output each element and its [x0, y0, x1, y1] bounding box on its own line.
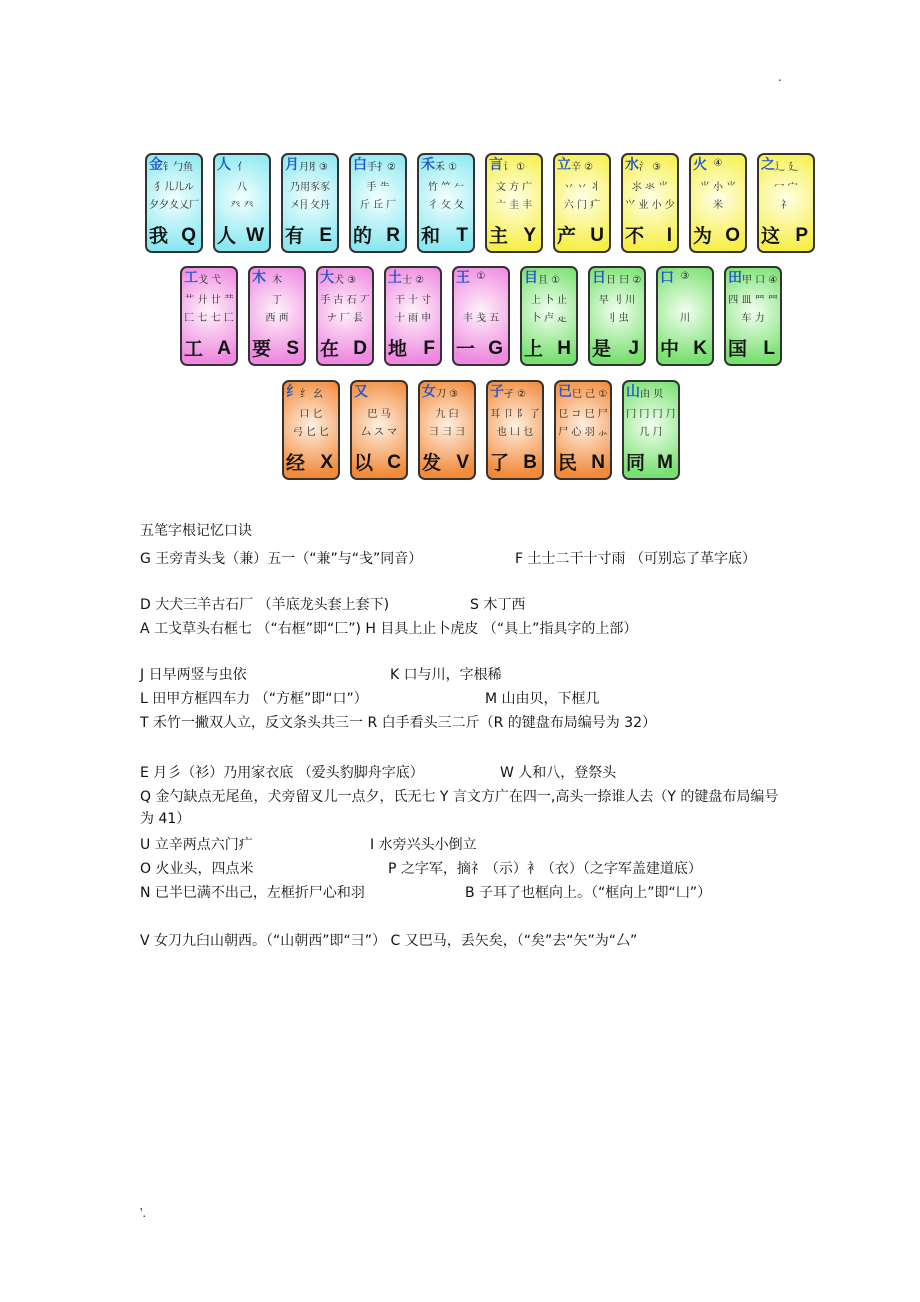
key-letter: I [666, 225, 672, 246]
key-w [213, 153, 271, 253]
key-high-frequency-word: 了 [490, 452, 510, 474]
mnemonic-left: D 大犬三羊古石厂 （羊底龙头套上套下) [140, 597, 390, 613]
key-main-root: 水 [625, 157, 639, 173]
key-root-row-1: 手扌② [367, 162, 396, 173]
key-root-row-2: ⺌ 小 ⺌ [699, 182, 737, 193]
key-root-row-1: 戈 弋 [198, 275, 222, 286]
key-main-root: 土 [388, 270, 402, 286]
key-root-row-3: 几 ⺆ [639, 427, 663, 438]
mnemonic-left: J 日早两竖与虫依 [140, 667, 247, 683]
key-letter: B [523, 452, 537, 473]
key-l [724, 266, 782, 366]
key-letter: E [319, 225, 332, 246]
key-root-row-3: 癶 癶 [230, 200, 254, 211]
key-d [316, 266, 374, 366]
key-letter: D [353, 338, 367, 359]
key-high-frequency-word: 在 [320, 338, 340, 360]
mnemonic-line: A 工戈草头右框七 （“右框”即“匚”) H 目具上止卜虎皮 （“具上”指具字的上部） [140, 621, 638, 637]
key-high-frequency-word: 有 [285, 225, 305, 247]
key-letter: C [387, 452, 401, 473]
key-main-root: 禾 [421, 157, 435, 173]
key-root-row-2: 手 ⺧ [366, 182, 390, 193]
key-root-row-2: 干 十 寸 [394, 295, 432, 306]
key-high-frequency-word: 是 [592, 338, 612, 360]
key-root-row-2: 㔾 コ 巳 尸 [558, 409, 608, 420]
key-main-root: 子 [490, 384, 504, 400]
key-root-row-1: 木 [272, 275, 282, 286]
key-high-frequency-word: 主 [489, 225, 509, 247]
mnemonic-right: K 口与川，字根稀 [390, 667, 502, 683]
key-letter: W [246, 225, 264, 246]
key-root-row-1: 犬 ③ [334, 275, 357, 286]
mnemonic-line [140, 882, 790, 904]
key-root-row-3: 尸 心 羽 ⺗ [558, 427, 608, 438]
key-root-row-3: 丰 戋 五 [462, 313, 500, 324]
key-high-frequency-word: 不 [625, 225, 645, 247]
key-letter: K [693, 338, 707, 359]
key-y [485, 153, 543, 253]
key-main-root: 金 [149, 157, 163, 173]
key-high-frequency-word: 和 [421, 225, 441, 247]
mnemonic-left: E 月彡（衫）乃用家衣底 （爱头豹脚舟字底） [140, 765, 424, 781]
key-root-row-3: 厶 ス マ [360, 427, 398, 438]
mnemonic-left: L 田甲方框四车力 （“方框”即“口”） [140, 691, 368, 707]
key-root-row-2: 巴 马 [367, 409, 391, 420]
key-high-frequency-word: 国 [728, 338, 748, 360]
key-s [248, 266, 306, 366]
key-root-row-1: 辛 ② [571, 162, 594, 173]
key-v [418, 380, 476, 480]
key-root-row-1: 亻 [237, 162, 247, 173]
key-main-root: 人 [217, 157, 231, 173]
key-high-frequency-word: 这 [761, 225, 781, 247]
mnemonic-line [140, 664, 790, 686]
key-high-frequency-word: 一 [456, 338, 476, 360]
key-root-row-3: ナ 厂 镸 [326, 313, 364, 324]
mnemonic-line [140, 548, 790, 570]
mnemonic-right: M 山由贝，下框几 [485, 691, 600, 707]
key-high-frequency-word: 民 [558, 452, 578, 474]
key-main-root: 田 [728, 270, 742, 286]
key-letter: F [423, 338, 435, 359]
key-root-row-3: ⺍ 业 小 少 [625, 200, 675, 211]
key-u [553, 153, 611, 253]
key-root-row-2: 手 古 石 丆 [320, 295, 370, 306]
corner-mark-bottom: '. [140, 1206, 147, 1221]
mnemonic-right: B 子耳了也框向上。（“框向上”即“凵”） [465, 885, 712, 901]
key-root-row-2: 早 刂 川 [598, 295, 636, 306]
key-main-root: 工 [184, 270, 198, 286]
key-root-row-2: 犭儿儿ル [154, 182, 194, 193]
key-root-row-3: 米 [713, 200, 723, 211]
key-root-row-1: 孑 ② [504, 389, 527, 400]
key-main-root: 又 [354, 384, 368, 400]
key-letter: G [488, 338, 503, 359]
key-main-root: 之 [761, 157, 775, 173]
key-root-row-2: 耳 卩 阝 了 [490, 409, 540, 420]
key-high-frequency-word: 我 [149, 225, 169, 247]
key-main-root: 口 [660, 270, 674, 286]
mnemonic-right: P 之字军，摘礻（示）衤（衣）（之字军盖建道底） [388, 861, 702, 877]
key-root-row-3: 弓 匕 匕 [292, 427, 330, 438]
key-letter: P [795, 225, 808, 246]
key-f [384, 266, 442, 366]
key-high-frequency-word: 人 [217, 225, 237, 247]
key-main-root: 王 [456, 270, 470, 286]
key-root-row-1: 钅勹鱼 [163, 162, 193, 173]
key-letter: V [456, 452, 469, 473]
key-root-row-2: 八 [237, 182, 247, 193]
key-p [757, 153, 815, 253]
key-main-root: 立 [557, 157, 571, 173]
key-root-row-2: 艹 廾 廿 龷 [184, 295, 234, 306]
key-main-root: 女 [422, 384, 436, 400]
key-letter: S [286, 338, 299, 359]
mnemonic-line [140, 858, 790, 880]
key-k [656, 266, 714, 366]
key-n [554, 380, 612, 480]
key-o [689, 153, 747, 253]
key-high-frequency-word: 同 [626, 452, 646, 474]
key-root-row-3: 㐅⺝⺙丹 [290, 200, 330, 211]
mnemonic-left: N 已半巳满不出己，左框折尸心和羽 [140, 885, 365, 901]
key-root-row-1: 巳 己 ① [572, 389, 608, 400]
key-high-frequency-word: 产 [557, 225, 577, 247]
key-root-row-2: 丁 [272, 295, 282, 306]
key-main-root: 白 [353, 157, 367, 173]
mnemonic-line [140, 834, 790, 856]
mnemonic-left: O 火业头，四点米 [140, 861, 254, 877]
key-q [145, 153, 203, 253]
key-root-row-1: ③ [680, 271, 690, 282]
key-root-row-2: 丷 丷 丬 [563, 182, 601, 193]
key-root-row-1: 氵 ③ [639, 162, 662, 173]
key-main-root: 纟 [286, 384, 300, 400]
key-high-frequency-word: 地 [388, 338, 408, 360]
key-root-row-3: 亠 圭 丰 [495, 200, 533, 211]
key-main-root: 月 [285, 157, 299, 173]
key-letter: X [320, 452, 333, 473]
key-root-row-3: 彐 彐 彐 [428, 427, 466, 438]
key-root-row-2: 九 臼 [435, 409, 459, 420]
key-main-root: 已 [558, 384, 572, 400]
key-root-row-2: ⺢ 氺 ⺌ [631, 182, 669, 193]
key-high-frequency-word: 要 [252, 338, 272, 360]
key-root-row-1: 纟 幺 [300, 389, 324, 400]
key-high-frequency-word: 经 [286, 452, 306, 474]
key-root-row-1: ④ [713, 158, 723, 169]
key-root-row-1: 辶 廴 [775, 162, 799, 173]
key-high-frequency-word: 的 [353, 225, 373, 247]
mnemonic-line [140, 594, 790, 616]
key-x [282, 380, 340, 480]
key-root-row-2: 竹 ⺮ 𠂉 [427, 182, 465, 193]
key-root-row-3: 川 [680, 313, 690, 324]
key-main-root: 日 [592, 270, 606, 286]
key-a [180, 266, 238, 366]
key-root-row-1: ① [476, 271, 486, 282]
key-root-row-1: 且 ① [538, 275, 561, 286]
key-e [281, 153, 339, 253]
key-letter: Q [181, 225, 196, 246]
key-root-row-1: 刀 ③ [436, 389, 459, 400]
key-root-row-3: 礻 [781, 200, 791, 211]
key-root-row-1: 由 贝 [640, 389, 664, 400]
key-letter: O [725, 225, 740, 246]
mnemonic-line: T 禾竹一撇双人立，反文条头共三一 R 白手看头三二斤（R 的键盘布局编号为 32） [140, 715, 657, 731]
key-letter: J [628, 338, 639, 359]
key-root-row-3: 也 凵 乜 [496, 427, 534, 438]
key-root-row-2: 口 匕 [299, 409, 323, 420]
key-c [350, 380, 408, 480]
key-root-row-2: 文 方 广 [495, 182, 533, 193]
key-root-row-2: 冖 宀 [774, 182, 798, 193]
key-root-row-2: 乃用豕豕 [290, 182, 330, 193]
mnemonic-right: I 水旁兴头小倒立 [370, 837, 477, 853]
mnemonic-left: G 王旁青头戋（兼）五一（“兼”与“戋”同音） [140, 551, 423, 567]
key-high-frequency-word: 上 [524, 338, 544, 360]
key-root-row-3: 夕夕夊乂厂 [149, 200, 199, 211]
key-h [520, 266, 578, 366]
key-b [486, 380, 544, 480]
key-letter: H [557, 338, 571, 359]
key-main-root: 言 [489, 157, 503, 173]
key-root-row-3: 刂 虫 [605, 313, 629, 324]
key-root-row-2: 四 皿 罒 罒 [728, 295, 778, 306]
key-letter: A [217, 338, 231, 359]
mnemonic-right: S 木丁西 [470, 597, 526, 613]
key-root-row-2: 冂 冂 冂 ⺆ [626, 409, 676, 420]
key-high-frequency-word: 工 [184, 338, 204, 360]
mnemonic-title: 五笔字根记忆口诀 [140, 523, 252, 539]
key-root-row-3: 斤 丘 厂 [359, 200, 397, 211]
key-root-row-1: 月⺼③ [299, 162, 328, 173]
key-root-row-3: 西 襾 [265, 313, 289, 324]
key-t [417, 153, 475, 253]
key-r [349, 153, 407, 253]
key-root-row-1: 士 ② [402, 275, 425, 286]
wubi-keyboard-layout [0, 0, 920, 500]
key-letter: R [386, 225, 400, 246]
key-main-root: 木 [252, 270, 266, 286]
key-root-row-3: 卜 卢 龰 [530, 313, 568, 324]
key-root-row-1: 甲 口 ④ [742, 275, 778, 286]
key-root-row-1: 禾 ① [435, 162, 458, 173]
key-root-row-3: 十 雨 申 [394, 313, 432, 324]
mnemonic-right: W 人和八，登祭头 [500, 765, 617, 781]
key-i [621, 153, 679, 253]
key-root-row-3: 匚 七 七 匚 [184, 313, 234, 324]
key-letter: M [657, 452, 673, 473]
key-root-row-3: 彳 攵 夂 [427, 200, 465, 211]
key-root-row-3: 六 门 疒 [563, 200, 601, 211]
key-main-root: 山 [626, 384, 640, 400]
key-letter: U [590, 225, 604, 246]
corner-mark-top: . [778, 70, 782, 85]
key-root-row-2: 上 卜 止 [530, 295, 568, 306]
key-root-row-1: 日 曰 ② [606, 275, 642, 286]
key-main-root: 大 [320, 270, 334, 286]
key-letter: N [591, 452, 605, 473]
key-g [452, 266, 510, 366]
key-letter: T [456, 225, 468, 246]
mnemonic-line [140, 762, 790, 784]
key-high-frequency-word: 发 [422, 452, 442, 474]
key-letter: L [763, 338, 775, 359]
mnemonic-line: Q 金勺缺点无尾鱼，犬旁留叉儿一点夕，氏无七 Y 言文方广在四一,高头一捺谁人去（Y 的键盘布局编号为 41） [140, 789, 779, 827]
key-j [588, 266, 646, 366]
key-high-frequency-word: 中 [660, 338, 680, 360]
key-root-row-3: 车 力 [741, 313, 765, 324]
key-high-frequency-word: 以 [354, 452, 374, 474]
key-main-root: 火 [693, 157, 707, 173]
key-root-row-1: 讠 ① [503, 162, 526, 173]
mnemonic-right: F 土士二干十寸雨 （可别忘了革字底） [515, 551, 756, 567]
key-main-root: 目 [524, 270, 538, 286]
mnemonic-line [140, 688, 790, 710]
key-high-frequency-word: 为 [693, 225, 713, 247]
mnemonic-line: V 女刀九臼山朝西。（“山朝西”即“彐”） C 又巴马，丢矢矣，（“矣”去“矢”为“厶” [140, 933, 638, 949]
mnemonic-left: U 立辛两点六门疒 [140, 837, 253, 853]
key-letter: Y [523, 225, 536, 246]
key-m [622, 380, 680, 480]
